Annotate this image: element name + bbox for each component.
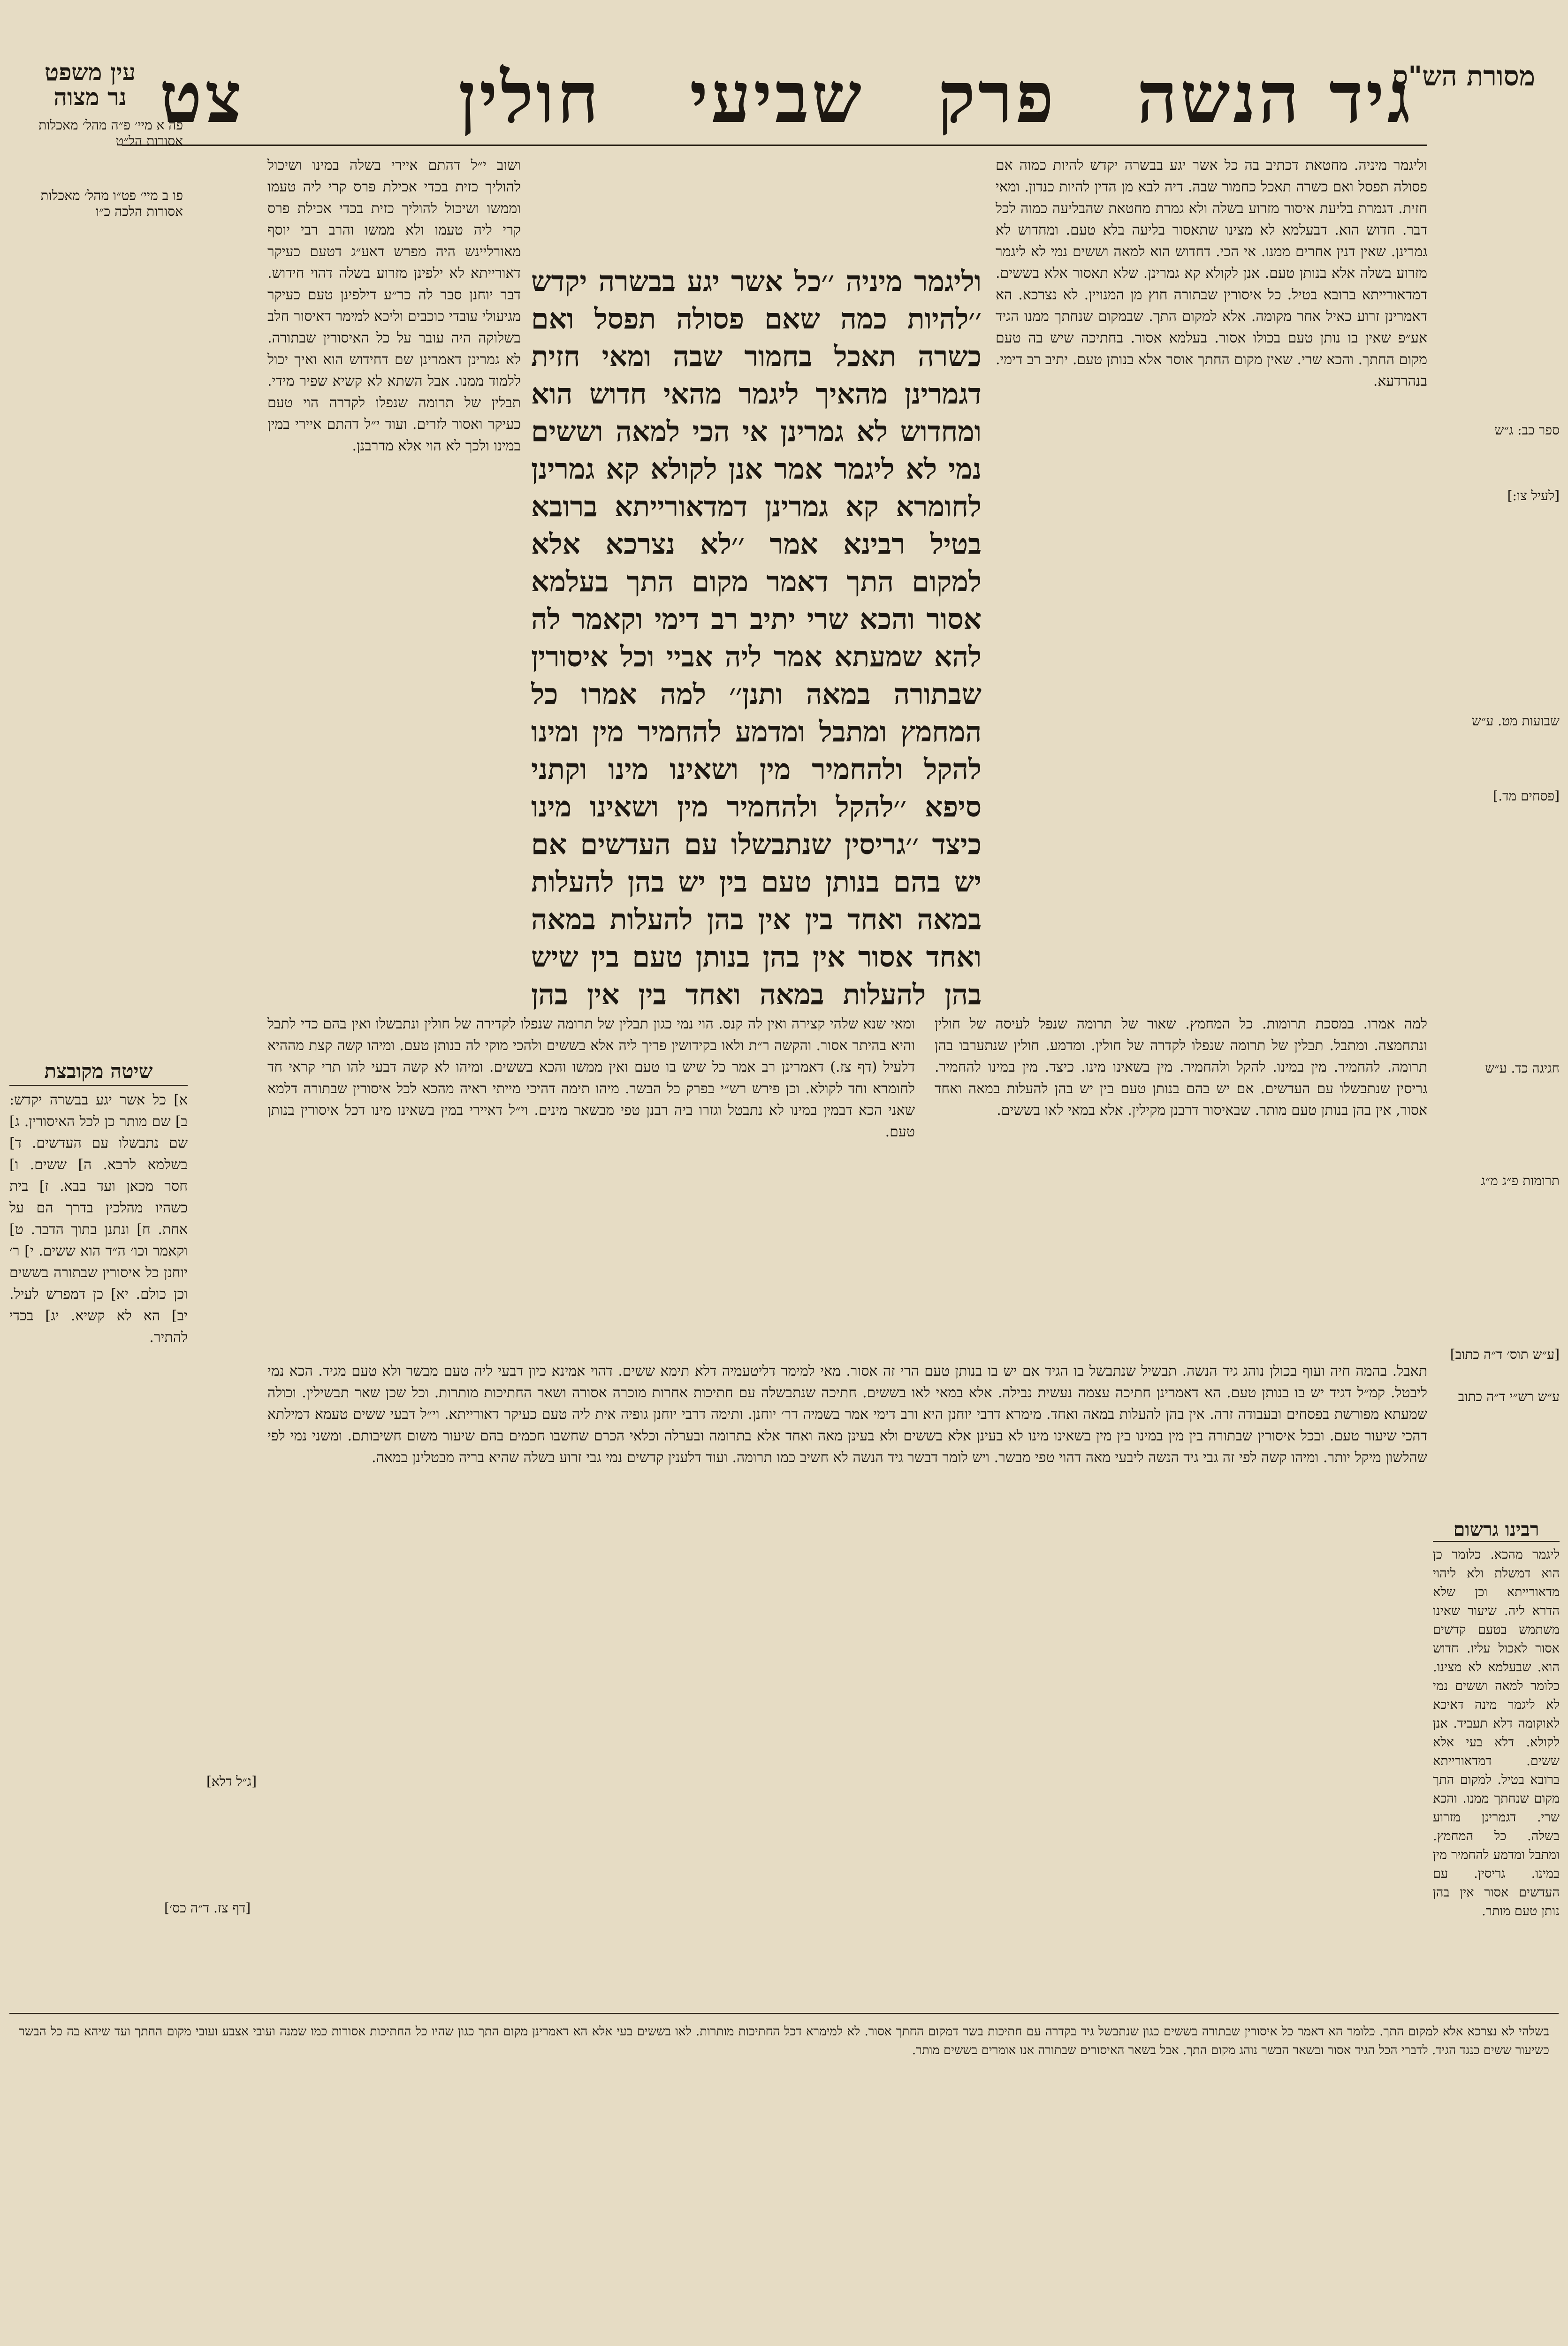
footer-rule: [9, 2013, 1559, 2014]
masoret-note: חגיגה כד. ע״ש: [1485, 1060, 1560, 1076]
header-rule: [122, 145, 1427, 146]
shita-mekubetzet-title: שיטה מקובצת: [44, 1060, 153, 1082]
perek-number: שביעי: [689, 56, 864, 139]
shita-mekubetzet: [9, 1060, 188, 1586]
tosafot-text: ושוב י״ל דהתם איירי בשלה במינו ושיכול להוליך כזית בכדי אכילת פרס קרי ליה טעמו וממשו ושיכול להוליך כזית בכדי אכילת פרס קרי ליה טעמו ולא ממשו והרב רבי יוסף מאורליינש היה מפרש דאע״ג דטעם כעיקר דאורייתא לא ילפינן מזרוע בשלה דהוי חידוש. דבר יוחנן סבר לה כר״ע דילפינן טעם כעיקר מגיעולי עובדי כוכבים וליכא למימר דאיסור חלב בשלוקה היה עובר על כל האיסורין שבתורה. לא גמרינן דאמרינן שם דחידוש הוא ואיך יכול ללמוד ממנו. אבל השתא לא קשיא שפיר מידי. תבלין של תרומה שנפלו לקדרה הוי טעם כעיקר ואסור לזרים. ועוד י״ל דהתם איירי במין במינו ולכך לא הוי אלא מדרבנן.: [267, 157, 521, 454]
page-header: [122, 56, 1427, 141]
footer-text: בשלהי לא נצרכא אלא למקום התך. כלומר הא דאמר כל איסורין שבתורה בששים כגון שנתבשל גיד בקדרה עם חתיכות בשר דמקום החתך אסור. לא למימרא דכל החתיכות מותרות. לאו בששים בעי אלא הא דאמרינן מקום התך כגון שהיו כל החתיכות אסורות כמו שמנה ועובי אצבע ועובי מקום החתך ועד שיהא בה כל הבשר כשיעור ששים כנגד הגיד. לדברי הכל הגיד אסור ובשאר הבשר נוהג מקום התך. אבל בשאר האיסורים שבתורה אנו אומרים בששים מותר.: [19, 2025, 1549, 2057]
tosafot-column-lower: [267, 1013, 915, 1351]
tosafot-text-lower: ומאי שנא שלהי קצירה ואין לה קנס. הוי נמי כגון תבלין של תרומה שנפלו לקדירה של חולין ונתבשלו ואין בהם כדי לתבל והיא בהיתר אסור. והקשה ר״ת ולאו בקידושין פריך ליה אלא בששים ולהכי מוקי לה בנותן טעם. ומיהו קשה קצת מההיא דלעיל (דף צז.) דאמרינן רב אמר כל שיש בו טעם ואין ממשו והכא בששים. ומיהו לא קשה דבעי להו תרי קראי חד לחומרא וחד לקולא. וכן פירש רש״י בפרק כל הבשר. מיהו תימה דהיכי מייתי ראיה מהכא לכל איסורין שבתורה דלמא שאני הכא דבמין במינו לא נתבטל וגזרו ביה רבנן טפי מבשאר מינים. וי״ל דאיירי במין בשאינו מינו דכל איסורין בנותן טעם.: [267, 1016, 915, 1140]
chapter-name: גיד הנשה: [1137, 56, 1413, 139]
ein-mishpat-title: עין משפט נר מצוה: [45, 58, 136, 111]
masoret-note: תרומות פ״ג מ״ג: [1481, 1173, 1560, 1188]
rashi-text: וליגמר מיניה. מחטאת דכתיב בה כל אשר יגע בבשרה יקדש להיות כמוה אם פסולה תפסל ואם כשרה תאכל כחמור שבה. דיה לבא מן הדין להיות כנדון. ומאי חזית. דגמרת בליעת איסור מזרוע בשלה ולא גמרת מחטאת שהבליעה כמוה לכל דבר. חדוש הוא. דבעלמא לא מצינו שתאסור בליעה בלא טעם. ומחדוש לא גמרינן. שאין דנין אחרים ממנו. אי הכי. דחדוש הוא למאה וששים נמי לא ליגמר מזרוע בשלה אלא בנותן טעם. אנן לקולא קא גמרינן. שלא תאסור אלא בששים. דמדאורייתא ברובא בטיל. כל איסורין שבתורה חוץ מן המנויין. לא נצרכא. הא דאמרינן זרוע כאיל אחר מקומה. אלא למקום התך. שבמקום שנחתך ממנו הגיד אע״פ שאין בו נותן טעם בכולו אסור. בעלמא אסור. בחתיכה שיש בה טעם מקום החתך. והכא שרי. שאין מקום החתך אוסר אלא בנותן טעם. יתיב רב דימי. בנהרדעא.: [996, 157, 1427, 389]
rashi-column-lower: [935, 1013, 1427, 1351]
masoret-note: ספר כב: ג״ש: [1494, 422, 1560, 438]
commentary-bottom-block: [267, 1361, 1427, 1980]
masoret-note: [ע״ש תוס׳ ד״ה כתוב]: [1450, 1347, 1560, 1362]
gemara-main-text: [531, 263, 982, 1013]
rabbenu-gershom-title: רבינו גרשום: [1453, 1520, 1539, 1540]
shita-mekubetzet-text: א] כל אשר יגע בבשרה יקדש: ב] שם מותר כן לכל האיסורין. ג] שם נתבשלו עם העדשים. ד] בשלמא לרבא. ה] ששים. ו] חסר מכאן ועד בבא. ז] בית כשהיו מהלכין בדרך הם על אחת. ח] ונתנן בתוך הדבר. ט] וקאמר וכו׳ ה״ד הוא ששים. י] ר׳ יוחנן כל איסורין שבתורה בששים וכן כולם. יא] כן דמפרש לעיל. יב] הא לא קשיא. יג] בכדי להתיר.: [9, 1092, 188, 1346]
tosafot-column-upper: [267, 155, 521, 1074]
tosafot-bottom-text: אין בהן להעלות במאה ואחד. מימרא דרבי יוחנן היא ורב דימי אמר בשמיה דר׳ יוחנן. ותימה דרבי יוחנן גופיה אית ליה טעם כעיקר דאורייתא. וי״ל דבעי ששים טעמא דמילתא דהכי שיעור טעם. ובכל איסורין שבתורה בין מין במינו בין מין בשאינו מינו לא בעינן אלא בששים ולא בעינן מאה ואחד אלא בתרומה ובערלה וכלאי הכרם שחשבו חכמים בהם שיעור משום חשיבותם. ומשני נמי לפי שהלשון מיקל יותר. ומיהו קשה לפי זה גבי גיד הנשה ליבעי מאה דהוי טפי מבשר. ויש לומר דבשר גיד הנשה לא חשיב כמו תרומה. ועוד דלענין קדשים נמי גבי זרוע בשלה שהיא בריה מבטלינן במאה.: [267, 1406, 1427, 1466]
masoret-hashas-label: מסורת הש"ס: [1393, 60, 1535, 92]
gemara-text: וליגמר מיניה ׳׳כל אשר יגע בבשרה יקדש ׳׳להיות כמה שאם פסולה תפסל ואם כשרה תאכל בחמור שבה ומאי חזית דגמרינן מהאיך ליגמר מהאי חדוש הוא ומחדוש לא גמרינן אי הכי למאה וששים נמי לא ליגמר אמר אנן לקולא קא גמרינן לחומרא קא גמרינן דמדאורייתא ברובא בטיל רבינא אמר ׳׳לא נצרכא אלא למקום התך דאמר מקום התך בעלמא אסור והכא שרי יתיב רב דימי וקאמר לה להא שמעתא אמר ליה אביי וכל איסורין שבתורה במאה ותנן׳׳ למה אמרו כל המחמץ ומתבל ומדמע להחמיר מין ומינו להקל ולהחמיר מין ושאינו מינו וקתני סיפא ׳׳להקל ולהחמיר מין ושאינו מינו כיצד ׳׳גריסין שנתבשלו עם העדשים אם יש בהם בנותן טעם בין יש בהן להעלות במאה ואחד בין אין בהן להעלות במאה ואחד אסור אין בהן בנותן טעם בין שיש בהן להעלות במאה ואחד בין אין בהן: [531, 265, 982, 1011]
footer-notes: [19, 2022, 1549, 2083]
rashi-column-upper: [996, 155, 1427, 1009]
side-note: [ג״ל דלא]: [206, 1774, 257, 1789]
ein-mishpat-note: פה א מיי׳ פ״ה מהל׳ מאכלות אסורות הל״ט: [38, 117, 183, 149]
masoret-note: שבועות מט. ע״ש: [1471, 713, 1560, 729]
folio-number: צט: [160, 56, 245, 139]
tractate-name: חולין: [458, 56, 601, 139]
rabbenu-gershom: [1433, 1520, 1560, 2008]
masoret-note: [פסחים מד.]: [1493, 788, 1560, 804]
shita-divider: [9, 1085, 188, 1086]
masoret-note: ע״ש רש״י ד״ה כתוב: [1458, 1389, 1560, 1404]
rabbenu-gershom-text: ליגמר מהכא. כלומר כן הוא דמשלת ולא ליהוי מדאורייתא וכן שלא הדרא ליה. שיעור שאינו משתמש בטעם קדשים אסור לאכול עליו. חדוש הוא. שבעלמא לא מצינו. כלומר למאה וששים נמי לא ליגמר מינה דאיכא לאוקומה דלא תעביד. אנן לקולא. דלא בעי אלא ששים. דמדאורייתא ברובא בטיל. למקום התך מקום שנחתך ממנו. והכא שרי. דגמרינן מזרוע בשלה. כל המחמץ. ומתבל ומדמע להחמיר מין במינו. גריסין. עם העדשים אסור אין בהן נותן טעם מותר.: [1433, 1547, 1560, 1919]
side-note: [דף צז. ד״ה כס׳]: [164, 1900, 251, 1916]
masoret-note: [לעיל צו:]: [1507, 488, 1560, 503]
rashi-text-lower: למה אמרו. במסכת תרומות. כל המחמץ. שאור של תרומה שנפל לעיסה של חולין ונתחמצה. ומתבל. תבלין של תרומה שנפלו לקדרה של חולין. ומדמע. חולין שנתערבו בהן תרומה. להחמיר. מין במינו. להקל ולהחמיר. מין בשאינו מינו. כיצד. מין במינו להחמיר. גריסין שנתבשלו עם העדשים. אם יש בהם בנותן טעם בין יש בהן להעלות במאה ואחד אסור, אין בהן בנותן טעם מותר. שבאיסור דרבנן מקילין. אלא במאי לאו בששים.: [935, 1016, 1427, 1119]
rashi-bottom-text: תאבל. בהמה חיה ועוף בכולן נוהג גיד הנשה. תבשיל שנתבשל בו הגיד אם יש בו בנותן טעם הרי זה אסור. מאי למימר דליטעמיה דלא תימא ששים. דהוי אמינא כיון דבעי ליה טעם מבשר ולא טעם מגיד. הכא נמי ליבטל. קמ״ל דגיד יש בו בנותן טעם. הא דאמרינן חתיכה עצמה נעשית נבילה. אלא במאי לאו בששים. חתיכה שנתבשלה עם חתיכות אחרות מוכרה אסורה ושאר החתיכות מותרות. וכל שכן שאר תבשילין. וכולה שמעתא מפורשת בפסחים ובעבודה זרה.: [267, 1363, 1427, 1423]
gershom-divider: [1433, 1541, 1560, 1542]
ein-mishpat-note: פו ב מיי׳ פט״ו מהל׳ מאכלות אסורות הלכה כ״ו: [40, 188, 183, 219]
perek-label: פרק: [937, 56, 1057, 139]
